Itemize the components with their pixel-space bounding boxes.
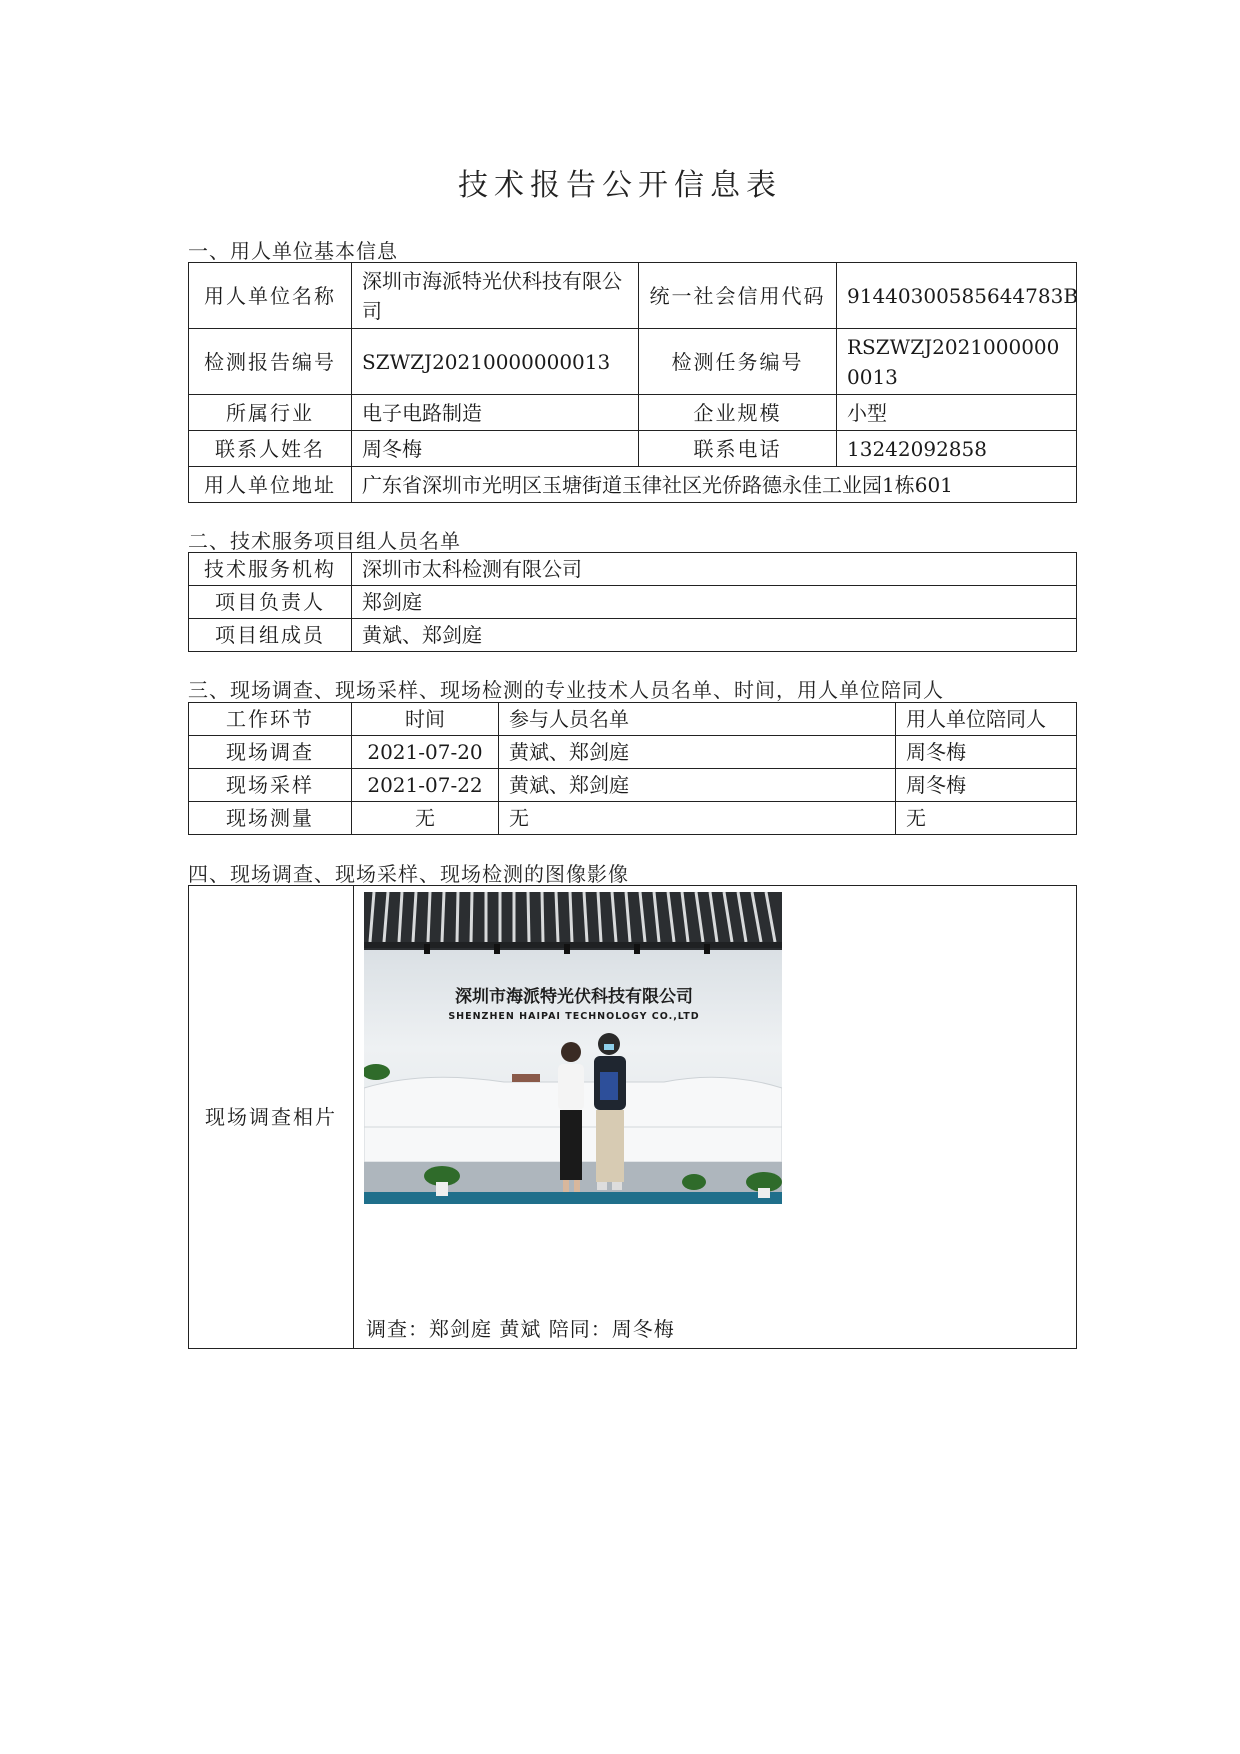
- cell-value: 周冬梅: [896, 769, 1077, 802]
- column-header: 工作环节: [189, 703, 352, 736]
- section2-heading: 二、技术服务项目组人员名单: [188, 529, 461, 553]
- column-header: 参与人员名单: [499, 703, 896, 736]
- cell-label: 项目负责人: [189, 586, 352, 619]
- table-row: [189, 553, 1077, 586]
- section3-heading: 三、现场调查、现场采样、现场检测的专业技术人员名单、时间，用人单位陪同人: [188, 678, 944, 702]
- cell-label: 企业规模: [639, 395, 837, 431]
- cell-label: 用人单位地址: [189, 467, 352, 503]
- cell-value: 周冬梅: [896, 736, 1077, 769]
- table-row: [189, 263, 1077, 329]
- cell-value: 黄斌、郑剑庭: [352, 619, 1077, 652]
- cell-value: 广东省深圳市光明区玉塘街道玉律社区光侨路德永佳工业园1栋601: [352, 467, 1077, 503]
- photo-table: [188, 885, 1077, 1349]
- cell-label: 现场调查: [189, 736, 352, 769]
- cell-value: 13242092858: [837, 431, 1077, 467]
- section4-heading: 四、现场调查、现场采样、现场检测的图像影像: [188, 862, 629, 886]
- cell-label: 联系电话: [639, 431, 837, 467]
- basic-info-table: [188, 262, 1077, 503]
- cell-value: 2021-07-22: [352, 769, 499, 802]
- cell-value: 周冬梅: [352, 431, 639, 467]
- cell-value: 深圳市太科检测有限公司: [352, 553, 1077, 586]
- cell-label: 项目组成员: [189, 619, 352, 652]
- table-row: [189, 467, 1077, 503]
- cell-value: 2021-07-20: [352, 736, 499, 769]
- photo-cell: [354, 886, 1077, 1349]
- cell-value: 无: [896, 802, 1077, 835]
- photo-label: 现场调查相片: [189, 886, 354, 1349]
- onsite-table: [188, 702, 1077, 835]
- page-title: 技术报告公开信息表: [458, 168, 782, 203]
- cell-value: RSZWZJ20210000000013: [837, 329, 1077, 395]
- table-row: [189, 802, 1077, 835]
- table-row: [189, 329, 1077, 395]
- table-row: [189, 886, 1077, 1349]
- column-header: 时间: [352, 703, 499, 736]
- site-survey-photo: [364, 892, 782, 1204]
- cell-value: 郑剑庭: [352, 586, 1077, 619]
- cell-label: 所属行业: [189, 395, 352, 431]
- table-header-row: [189, 703, 1077, 736]
- table-row: [189, 586, 1077, 619]
- cell-label: 检测任务编号: [639, 329, 837, 395]
- cell-value: 黄斌、郑剑庭: [499, 769, 896, 802]
- table-row: [189, 431, 1077, 467]
- team-table: [188, 552, 1077, 652]
- photo-caption: 调查：郑剑庭 黄斌 陪同：周冬梅: [366, 1317, 675, 1341]
- table-row: [189, 619, 1077, 652]
- cell-label: 检测报告编号: [189, 329, 352, 395]
- cell-value: 无: [499, 802, 896, 835]
- cell-value: 黄斌、郑剑庭: [499, 736, 896, 769]
- cell-value: 91440300585644783B: [837, 263, 1077, 329]
- cell-label: 统一社会信用代码: [639, 263, 837, 329]
- cell-label: 现场测量: [189, 802, 352, 835]
- table-row: [189, 769, 1077, 802]
- cell-label: 用人单位名称: [189, 263, 352, 329]
- cell-label: 联系人姓名: [189, 431, 352, 467]
- cell-value: SZWZJ20210000000013: [352, 329, 639, 395]
- photo-sign-en: SHENZHEN HAIPAI TECHNOLOGY CO.,LTD: [448, 1011, 700, 1022]
- cell-value: 深圳市海派特光伏科技有限公司: [352, 263, 639, 329]
- table-row: [189, 395, 1077, 431]
- column-header: 用人单位陪同人: [896, 703, 1077, 736]
- photo-sign-cn: 深圳市海派特光伏科技有限公司: [455, 987, 693, 1007]
- cell-value: 无: [352, 802, 499, 835]
- cell-label: 现场采样: [189, 769, 352, 802]
- cell-value: 小型: [837, 395, 1077, 431]
- section1-heading: 一、用人单位基本信息: [188, 239, 398, 263]
- cell-value: 电子电路制造: [352, 395, 639, 431]
- cell-label: 技术服务机构: [189, 553, 352, 586]
- table-row: [189, 736, 1077, 769]
